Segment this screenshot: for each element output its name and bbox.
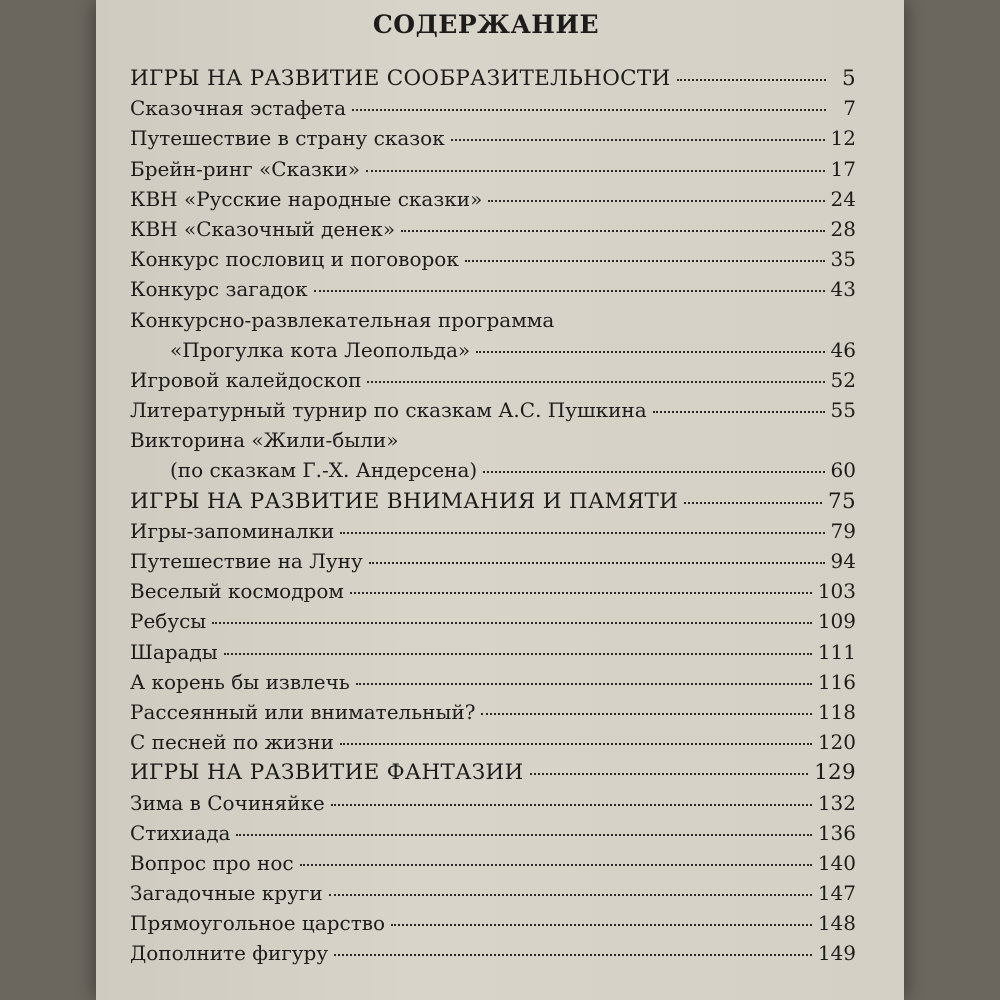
toc-entry [130,519,856,549]
toc-entry [130,609,856,639]
toc-section [130,66,856,96]
dot-leader [329,894,812,896]
dot-leader [684,502,822,504]
toc-entry-page: 5 [842,66,856,91]
toc-entry-page: 55 [830,398,856,423]
toc-entry-page: 148 [817,911,856,936]
toc-entry-label: Зима в Сочиняйке [130,790,325,815]
toc-entry-continued [130,308,856,338]
toc-entry-page: 132 [817,790,856,815]
toc-entry [130,821,856,851]
dot-leader [476,351,824,353]
toc-section [130,760,856,790]
toc-entry-label: Сказочная эстафета [130,96,346,121]
dot-leader [236,834,811,836]
dot-leader [366,170,825,172]
toc-entry [130,579,856,609]
dot-leader [340,532,824,534]
dot-leader [224,653,812,655]
toc-entry-label: Путешествие в страну сказок [130,126,445,151]
toc-entry-label: ИГРЫ НА РАЗВИТИЕ ФАНТАЗИИ [130,760,524,786]
dot-leader [451,139,825,141]
dot-leader [350,592,812,594]
dot-leader [314,290,825,292]
toc-entry-label: ИГРЫ НА РАЗВИТИЕ ВНИМАНИЯ И ПАМЯТИ [130,488,679,514]
toc-entry [130,851,856,881]
toc-entry [130,730,856,760]
dot-leader [334,954,812,956]
toc-entry [130,549,856,579]
toc-entry [130,368,856,398]
toc-entry-label: Рассеянный или внимательный? [130,699,476,724]
dot-leader [481,713,811,715]
toc-entry-label: Литературный турнир по сказкам А.С. Пушкина [130,398,647,423]
toc-entry-label: А корень бы извлечь [130,669,350,694]
dot-leader [530,773,809,775]
toc-entry-label: Ребусы [130,609,207,634]
toc-entry-page: 109 [817,609,856,634]
dot-leader [465,260,825,262]
toc-entry-page: 7 [843,96,856,121]
toc-entry-page: 149 [817,941,856,966]
toc-entry-page: 79 [830,518,856,543]
toc-entry [130,277,856,307]
toc-entry-page: 24 [830,186,856,211]
toc-section [130,489,856,519]
toc-entry-label: Прямоугольное царство [130,911,386,936]
toc-entry [130,700,856,730]
toc-entry-page: 94 [830,549,856,573]
toc-entry-page: 136 [817,820,856,845]
toc-entry-label: Вопрос про нос [130,850,294,875]
toc-entry-label: Игры-запоминалки [130,518,335,543]
toc-entry-page: 35 [830,247,856,272]
dot-leader [488,200,824,202]
dot-leader [340,743,812,745]
book-page [96,0,904,1000]
toc-entry-page: 111 [817,639,856,664]
toc-entry-label: Дополните фигуру [130,941,329,966]
dot-leader [352,109,826,111]
toc-entry [130,126,856,156]
toc-entry-label: Игровой калейдоскоп [130,367,362,392]
toc-entry [130,941,856,971]
toc-entry [130,187,856,217]
toc-entry [130,670,856,700]
toc-entry-continued [130,428,856,458]
toc-entry-page: 28 [830,216,856,241]
toc-entry-label: Викторина «Жили-были» [130,428,399,453]
toc-entry-label: Шарады [130,639,218,664]
dot-leader [300,864,812,866]
dot-leader [356,683,812,685]
toc-entry-label: КВН «Сказочный денек» [130,216,396,241]
toc-entry-page: 118 [817,699,856,724]
toc-entry-page: 120 [817,730,856,755]
toc-entry-label: Конкурс загадок [130,277,308,302]
dot-leader [369,562,825,564]
dot-leader [391,924,812,926]
toc-entry-label: Веселый космодром [130,579,344,604]
toc-entry-label: (по сказкам Г.-Х. Андерсена) [170,458,478,483]
toc-entry-page: 17 [830,156,856,181]
toc-entry [130,217,856,247]
dot-leader [483,471,824,473]
toc-entry-page: 103 [817,579,856,604]
toc-entry [130,791,856,821]
toc-entry [130,881,856,911]
toc-entry [130,157,856,187]
toc-entry-page: 12 [830,126,856,151]
toc-entry-label: С песней по жизни [130,730,334,755]
toc-entry [130,338,856,368]
dot-leader [367,381,824,383]
toc-entry [130,911,856,941]
toc-entry-page: 60 [830,458,856,483]
toc-entry [130,458,856,488]
page-title: СОДЕРЖАНИЕ [372,10,600,39]
toc-entry-page: 75 [828,488,856,514]
toc-entry-label: Конкурс пословиц и поговорок [130,247,459,272]
toc-entry-label: Загадочные круги [130,881,323,906]
dot-leader [212,622,812,624]
dot-leader [331,804,812,806]
toc-entry [130,640,856,670]
toc-entry [130,96,856,126]
toc-entry-page: 147 [817,881,856,906]
toc-entry-label: Путешествие на Луну [130,549,363,573]
toc-entry-page: 52 [830,367,856,392]
toc-entry-label: Конкурсно-развлекательная программа [130,307,555,332]
toc-entry-label: КВН «Русские народные сказки» [130,186,483,211]
toc-entry-page: 116 [817,669,856,694]
dot-leader [677,79,826,81]
toc-entry-page: 46 [830,337,856,362]
toc-entry-page: 43 [830,277,856,302]
toc-entry-label: ИГРЫ НА РАЗВИТИЕ СООБРАЗИТЕЛЬНОСТИ [130,66,671,91]
toc-entry-label: «Прогулка кота Леопольда» [170,337,471,362]
table-of-contents [130,66,856,972]
dot-leader [401,230,824,232]
toc-entry-page: 129 [814,760,856,786]
toc-entry [130,247,856,277]
toc-entry-page: 140 [817,850,856,875]
toc-entry [130,398,856,428]
toc-entry-label: Брейн-ринг «Сказки» [130,156,360,181]
dot-leader [653,411,825,413]
toc-entry-label: Стихиада [130,820,231,845]
